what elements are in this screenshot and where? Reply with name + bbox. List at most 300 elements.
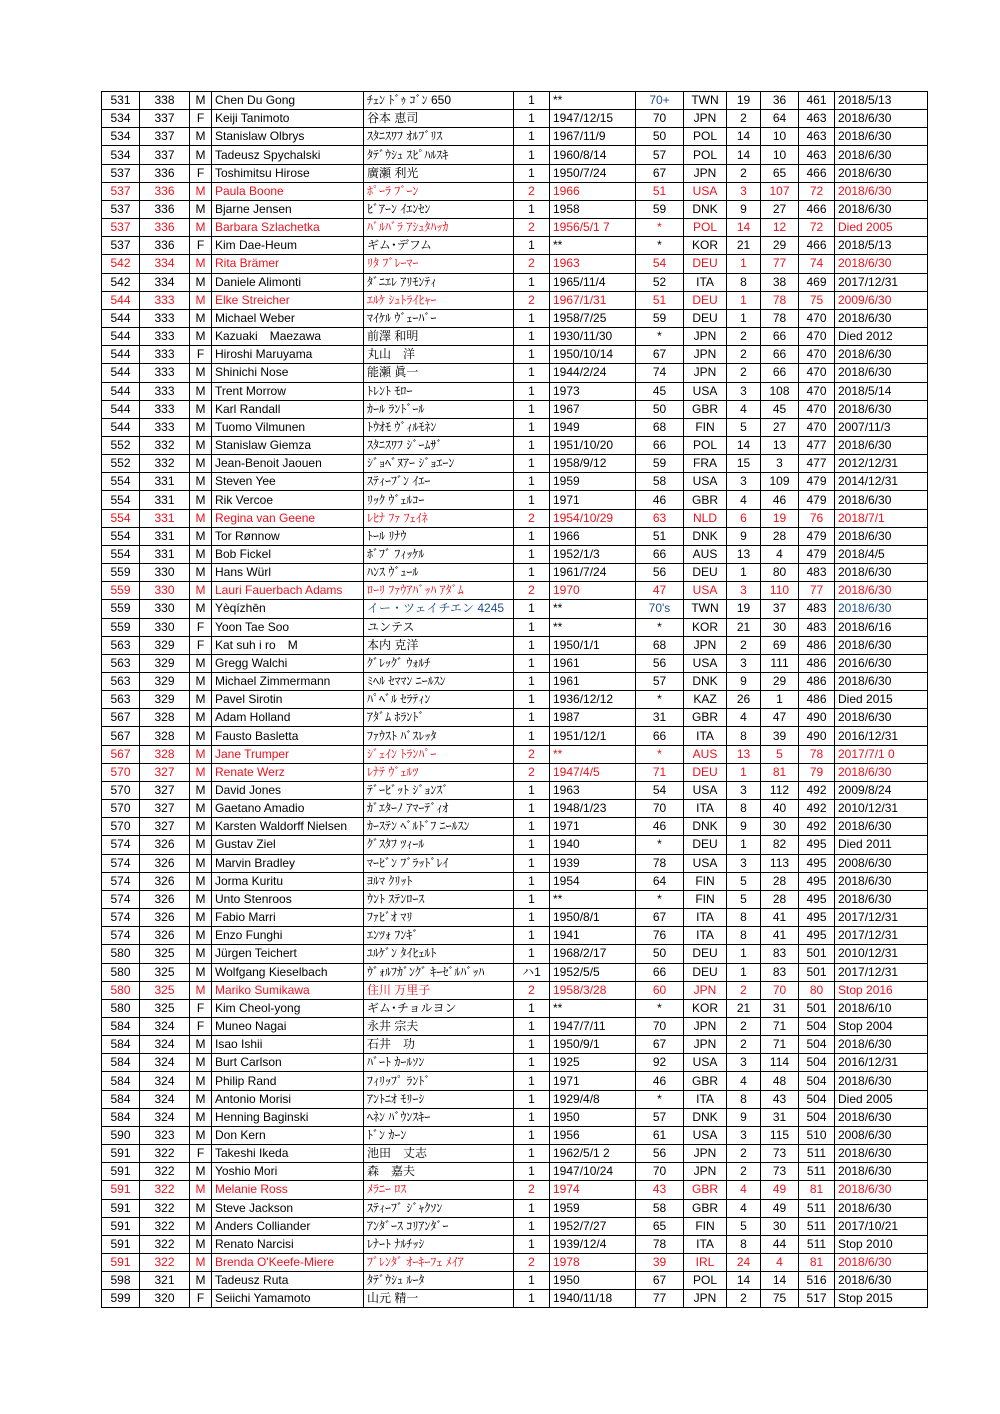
table-row [102,491,928,509]
country-rank-cell: 3 [761,455,799,473]
country-cell: USA [684,654,727,672]
count-cell: 325 [140,999,190,1017]
update-date-cell: 2017/7/1 0 [835,745,928,763]
country-cell: JPN [684,1145,727,1163]
update-date-cell: 2008/6/30 [835,854,928,872]
table-row [102,1181,928,1199]
gender-rank-cell: 466 [799,200,835,218]
update-date-cell: 2018/6/10 [835,999,928,1017]
country-rank-cell: 65 [761,164,799,182]
age-cell: 56 [636,1145,684,1163]
country-id-cell: 2 [727,1163,761,1181]
update-date-cell: 2010/12/31 [835,945,928,963]
sex-cell: M [190,727,212,745]
name-cell: Enzo Funghi [212,927,364,945]
country-id-cell: 9 [727,527,761,545]
birth-date-cell: 1950/9/1 [550,1036,636,1054]
name-cell: Kazuaki Maezawa [212,328,364,346]
country-rank-cell: 77 [761,255,799,273]
name-cell: Fausto Basletta [212,727,364,745]
gender-rank-cell: 504 [799,1036,835,1054]
category-cell: 1 [514,527,550,545]
age-cell: * [636,836,684,854]
age-cell: 67 [636,346,684,364]
country-cell: FIN [684,1217,727,1235]
category-cell: 1 [514,1145,550,1163]
gender-rank-cell: 470 [799,364,835,382]
age-cell: 58 [636,473,684,491]
rank-cell: 542 [102,273,140,291]
country-rank-cell: 113 [761,854,799,872]
gender-rank-cell: 492 [799,818,835,836]
count-cell: 334 [140,255,190,273]
category-cell: 2 [514,763,550,781]
country-cell: DEU [684,945,727,963]
country-cell: USA [684,854,727,872]
name-cell: Hans Würl [212,564,364,582]
country-cell: GBR [684,709,727,727]
age-cell: 58 [636,1199,684,1217]
sex-cell: M [190,527,212,545]
kana-name-cell: ｽﾃｨｰﾌﾞﾝ ｲｴｰ [364,473,514,491]
gender-rank-cell: 495 [799,890,835,908]
name-cell: Steven Yee [212,473,364,491]
rank-cell: 584 [102,1090,140,1108]
kana-name-cell: ﾀﾃﾞｳｼｭ ｽﾋﾟﾊﾙｽｷ [364,146,514,164]
category-cell: 1 [514,491,550,509]
count-cell: 338 [140,92,190,110]
gender-rank-cell: 81 [799,1254,835,1272]
birth-date-cell: ** [550,600,636,618]
category-cell: 1 [514,473,550,491]
sex-cell: M [190,473,212,491]
country-rank-cell: 108 [761,382,799,400]
birth-date-cell: 1958/9/12 [550,455,636,473]
count-cell: 329 [140,673,190,691]
rank-cell: 554 [102,473,140,491]
country-id-cell: 2 [727,981,761,999]
category-cell: 1 [514,909,550,927]
rank-cell: 591 [102,1217,140,1235]
country-id-cell: 3 [727,1126,761,1144]
rank-cell: 554 [102,509,140,527]
update-date-cell: 2018/6/30 [835,1163,928,1181]
name-cell: Melanie Ross [212,1181,364,1199]
name-cell: Hiroshi Maruyama [212,346,364,364]
category-cell: 1 [514,418,550,436]
category-cell: 1 [514,691,550,709]
sex-cell: M [190,600,212,618]
country-cell: ITA [684,800,727,818]
update-date-cell: 2018/6/30 [835,128,928,146]
country-rank-cell: 66 [761,328,799,346]
sex-cell: M [190,781,212,799]
rank-cell: 584 [102,1036,140,1054]
country-id-cell: 4 [727,1199,761,1217]
category-cell: ハ1 [514,963,550,981]
update-date-cell: 2018/6/30 [835,364,928,382]
gender-rank-cell: 495 [799,909,835,927]
name-cell: Stanislaw Giemza [212,436,364,454]
age-cell: 56 [636,564,684,582]
name-cell: Regina van Geene [212,509,364,527]
age-cell: 78 [636,1235,684,1253]
name-cell: Antonio Morisi [212,1090,364,1108]
category-cell: 1 [514,1235,550,1253]
birth-date-cell: 1941 [550,927,636,945]
birth-date-cell: 1956 [550,1126,636,1144]
rank-cell: 537 [102,182,140,200]
country-rank-cell: 80 [761,564,799,582]
sex-cell: M [190,328,212,346]
birth-date-cell: 1954/10/29 [550,509,636,527]
age-cell: 56 [636,654,684,672]
country-cell: ITA [684,727,727,745]
country-rank-cell: 83 [761,963,799,981]
country-rank-cell: 27 [761,418,799,436]
category-cell: 1 [514,200,550,218]
name-cell: Pavel Sirotin [212,691,364,709]
age-cell: 78 [636,854,684,872]
rank-cell: 563 [102,691,140,709]
kana-name-cell: ｽﾃｨｰﾌﾞ ｼﾞｬｸｿﾝ [364,1199,514,1217]
country-rank-cell: 5 [761,745,799,763]
name-cell: Steve Jackson [212,1199,364,1217]
country-id-cell: 8 [727,909,761,927]
country-id-cell: 4 [727,400,761,418]
birth-date-cell: 1940/11/18 [550,1290,636,1308]
category-cell: 1 [514,1108,550,1126]
country-rank-cell: 66 [761,364,799,382]
gender-rank-cell: 479 [799,491,835,509]
gender-rank-cell: 504 [799,1054,835,1072]
count-cell: 322 [140,1217,190,1235]
sex-cell: F [190,999,212,1017]
country-cell: POL [684,128,727,146]
kana-name-cell: ﾀﾃﾞｳｼｭ ﾙｰﾀ [364,1272,514,1290]
country-rank-cell: 115 [761,1126,799,1144]
age-cell: 70 [636,110,684,128]
age-cell: 59 [636,200,684,218]
sex-cell: M [190,1217,212,1235]
country-id-cell: 1 [727,963,761,981]
category-cell: 1 [514,818,550,836]
update-date-cell: 2018/6/30 [835,527,928,545]
country-rank-cell: 29 [761,237,799,255]
name-cell: Brenda O'Keefe-Miere [212,1254,364,1272]
table-row [102,328,928,346]
category-cell: 1 [514,1163,550,1181]
name-cell: Elke Streicher [212,291,364,309]
count-cell: 322 [140,1254,190,1272]
rank-cell: 591 [102,1254,140,1272]
birth-date-cell: 1960/8/14 [550,146,636,164]
name-cell: Tadeusz Spychalski [212,146,364,164]
update-date-cell: 2009/6/30 [835,291,928,309]
country-id-cell: 3 [727,182,761,200]
age-cell: 50 [636,400,684,418]
table-row [102,382,928,400]
country-cell: JPN [684,164,727,182]
update-date-cell: 2017/12/31 [835,927,928,945]
gender-rank-cell: 510 [799,1126,835,1144]
country-id-cell: 2 [727,164,761,182]
age-cell: 31 [636,709,684,727]
kana-name-cell: ｸﾞﾚｯｸﾞ ｳｫﾙﾁ [364,654,514,672]
country-id-cell: 19 [727,600,761,618]
sex-cell: M [190,146,212,164]
sex-cell: M [190,745,212,763]
gender-rank-cell: 504 [799,1072,835,1090]
update-date-cell: 2016/6/30 [835,654,928,672]
count-cell: 333 [140,364,190,382]
gender-rank-cell: 501 [799,945,835,963]
category-cell: 1 [514,92,550,110]
country-rank-cell: 38 [761,273,799,291]
kana-name-cell: ｼﾞｪｲﾝ ﾄﾗﾝﾊﾟｰ [364,745,514,763]
sex-cell: M [190,182,212,200]
table-row [102,128,928,146]
country-rank-cell: 4 [761,1254,799,1272]
birth-date-cell: 1961 [550,654,636,672]
country-id-cell: 2 [727,1290,761,1308]
sex-cell: M [190,291,212,309]
gender-rank-cell: 477 [799,436,835,454]
gender-rank-cell: 72 [799,182,835,200]
table-row [102,273,928,291]
category-cell: 1 [514,673,550,691]
sex-cell: M [190,1272,212,1290]
country-rank-cell: 41 [761,909,799,927]
kana-name-cell: ｱﾝﾄﾆｵ ﾓﾘｰｼ [364,1090,514,1108]
country-cell: USA [684,473,727,491]
country-cell: POL [684,146,727,164]
category-cell: 1 [514,890,550,908]
sex-cell: M [190,890,212,908]
birth-date-cell: 1939 [550,854,636,872]
table-row [102,1072,928,1090]
rank-cell: 554 [102,545,140,563]
gender-rank-cell: 461 [799,92,835,110]
name-cell: Jane Trumper [212,745,364,763]
category-cell: 1 [514,999,550,1017]
category-cell: 1 [514,545,550,563]
gender-rank-cell: 470 [799,346,835,364]
count-cell: 323 [140,1126,190,1144]
gender-rank-cell: 511 [799,1217,835,1235]
country-cell: JPN [684,346,727,364]
gender-rank-cell: 511 [799,1235,835,1253]
kana-name-cell: ｱﾝﾀﾞｰｽ ｺﾘｱﾝﾀﾞｰ [364,1217,514,1235]
update-date-cell: 2018/6/30 [835,564,928,582]
sex-cell: M [190,872,212,890]
name-cell: Yoon Tae Soo [212,618,364,636]
kana-name-cell: ｴﾙｹ ｼｭﾄﾗｲﾋｬｰ [364,291,514,309]
category-cell: 1 [514,564,550,582]
count-cell: 327 [140,800,190,818]
age-cell: * [636,1090,684,1108]
count-cell: 326 [140,909,190,927]
gender-rank-cell: 501 [799,999,835,1017]
count-cell: 330 [140,618,190,636]
age-cell: * [636,999,684,1017]
name-cell: Mariko Sumikawa [212,981,364,999]
name-cell: Kim Dae-Heum [212,237,364,255]
update-date-cell: 2017/12/31 [835,273,928,291]
table-row [102,200,928,218]
sex-cell: M [190,564,212,582]
sex-cell: M [190,1036,212,1054]
birth-date-cell: 1947/12/15 [550,110,636,128]
update-date-cell: 2018/6/30 [835,182,928,200]
country-rank-cell: 14 [761,1272,799,1290]
kana-name-cell: ﾖﾙﾏ ｸﾘｯﾄ [364,872,514,890]
rank-cell: 559 [102,618,140,636]
gender-rank-cell: 479 [799,473,835,491]
count-cell: 327 [140,818,190,836]
gender-rank-cell: 72 [799,219,835,237]
update-date-cell: 2018/6/16 [835,618,928,636]
gender-rank-cell: 470 [799,382,835,400]
gender-rank-cell: 483 [799,600,835,618]
country-cell: USA [684,382,727,400]
table-row [102,309,928,327]
table-row [102,636,928,654]
table-row [102,1145,928,1163]
sex-cell: F [190,110,212,128]
age-cell: * [636,745,684,763]
rank-cell: 552 [102,436,140,454]
country-cell: POL [684,1272,727,1290]
count-cell: 326 [140,872,190,890]
rank-cell: 534 [102,146,140,164]
count-cell: 328 [140,709,190,727]
name-cell: Lauri Fauerbach Adams [212,582,364,600]
kana-name-cell: ﾊﾝｽ ｳﾞｭｰﾙ [364,564,514,582]
name-cell: Unto Stenroos [212,890,364,908]
sex-cell: F [190,1017,212,1035]
table-row [102,1235,928,1253]
count-cell: 326 [140,836,190,854]
kana-name-cell: ギム･チョルヨン [364,999,514,1017]
birth-date-cell: ** [550,618,636,636]
count-cell: 322 [140,1181,190,1199]
sex-cell: F [190,164,212,182]
count-cell: 325 [140,945,190,963]
table-row [102,473,928,491]
count-cell: 326 [140,927,190,945]
sex-cell: M [190,1254,212,1272]
country-cell: DEU [684,836,727,854]
rank-cell: 544 [102,418,140,436]
count-cell: 333 [140,418,190,436]
category-cell: 1 [514,1090,550,1108]
country-id-cell: 3 [727,781,761,799]
update-date-cell: Stop 2004 [835,1017,928,1035]
rank-cell: 563 [102,654,140,672]
count-cell: 336 [140,219,190,237]
sex-cell: M [190,128,212,146]
country-rank-cell: 49 [761,1199,799,1217]
kana-name-cell: 丸山 洋 [364,346,514,364]
country-id-cell: 15 [727,455,761,473]
birth-date-cell: 1971 [550,818,636,836]
country-id-cell: 3 [727,382,761,400]
category-cell: 1 [514,636,550,654]
update-date-cell: 2018/5/13 [835,92,928,110]
birth-date-cell: ** [550,237,636,255]
update-date-cell: 2018/6/30 [835,1181,928,1199]
birth-date-cell: 1956/5/1 7 [550,219,636,237]
table-row [102,400,928,418]
name-cell: Shinichi Nose [212,364,364,382]
kana-name-cell: 住川 万里子 [364,981,514,999]
birth-date-cell: 1952/1/3 [550,545,636,563]
birth-date-cell: 1950/10/14 [550,346,636,364]
rank-cell: 559 [102,564,140,582]
gender-rank-cell: 470 [799,400,835,418]
update-date-cell: 2018/6/30 [835,200,928,218]
country-rank-cell: 10 [761,128,799,146]
country-id-cell: 3 [727,1054,761,1072]
country-cell: NLD [684,509,727,527]
kana-name-cell: 谷本 恵司 [364,110,514,128]
count-cell: 321 [140,1272,190,1290]
category-cell: 2 [514,509,550,527]
gender-rank-cell: 463 [799,110,835,128]
country-id-cell: 13 [727,545,761,563]
country-cell: KOR [684,999,727,1017]
age-cell: 50 [636,128,684,146]
birth-date-cell: 1947/10/24 [550,1163,636,1181]
country-cell: GBR [684,491,727,509]
update-date-cell: 2010/12/31 [835,800,928,818]
category-cell: 1 [514,382,550,400]
birth-date-cell: 1950/7/24 [550,164,636,182]
country-rank-cell: 64 [761,110,799,128]
country-id-cell: 5 [727,1217,761,1235]
country-id-cell: 4 [727,1072,761,1090]
name-cell: Daniele Alimonti [212,273,364,291]
table-row [102,564,928,582]
country-cell: DNK [684,818,727,836]
kana-name-cell: ｶﾞｴﾀｰﾉ ｱﾏｰﾃﾞｨｵ [364,800,514,818]
age-cell: * [636,219,684,237]
rank-cell: 544 [102,400,140,418]
birth-date-cell: 1967 [550,400,636,418]
birth-date-cell: ** [550,92,636,110]
category-cell: 1 [514,1126,550,1144]
rank-cell: 559 [102,582,140,600]
category-cell: 1 [514,346,550,364]
count-cell: 329 [140,636,190,654]
sex-cell: M [190,963,212,981]
table-row [102,781,928,799]
country-rank-cell: 39 [761,727,799,745]
age-cell: 68 [636,418,684,436]
age-cell: 51 [636,291,684,309]
country-id-cell: 21 [727,237,761,255]
sex-cell: M [190,491,212,509]
rank-cell: 584 [102,1108,140,1126]
name-cell: Takeshi Ikeda [212,1145,364,1163]
country-cell: AUS [684,545,727,563]
country-id-cell: 8 [727,273,761,291]
gender-rank-cell: 486 [799,673,835,691]
age-cell: 77 [636,1290,684,1308]
sex-cell: M [190,1090,212,1108]
name-cell: Henning Baginski [212,1108,364,1126]
